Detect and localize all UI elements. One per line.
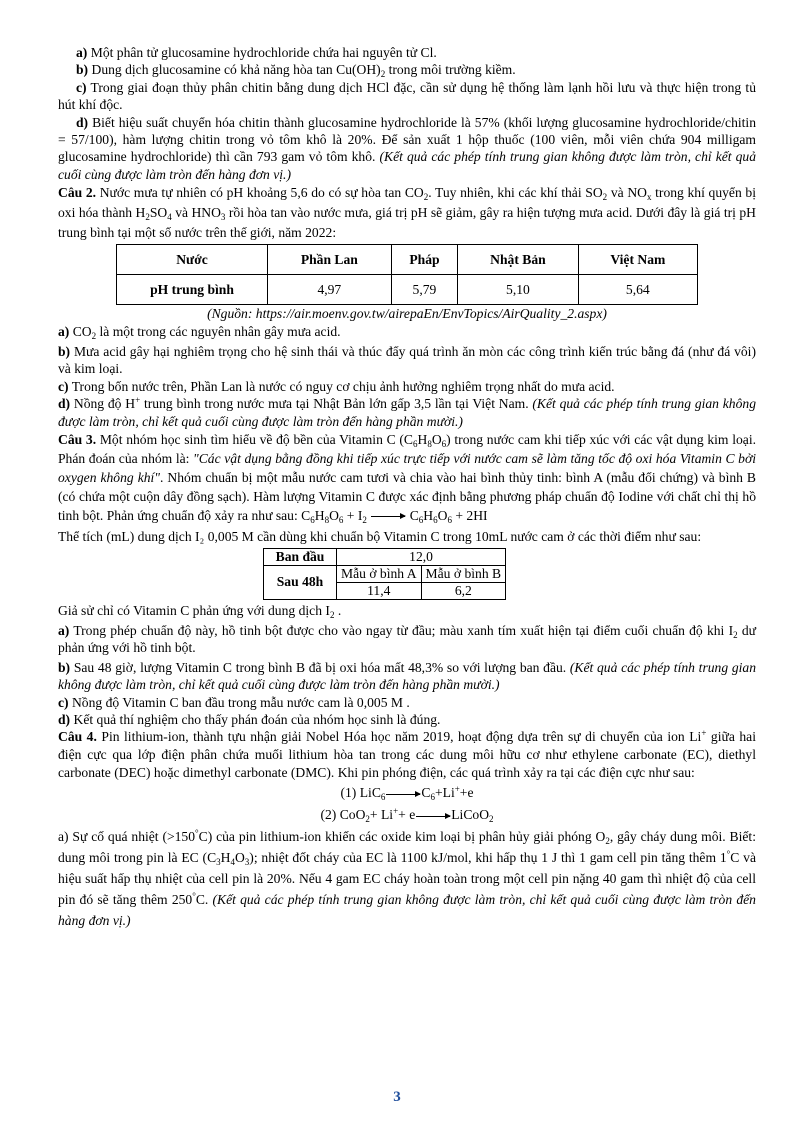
- titration-val-a: 11,4: [337, 582, 422, 599]
- ph-table-header-cell: Nước: [117, 245, 268, 275]
- q1-option-d: d) Biết hiệu suất chuyển hóa chitin thành glucosamine hydrochloride là 57% (khối lượng glucosamine hydrochloride/chitin = 57/100), hàm lượng chitin trong vỏ tôm khô là 20%. Để sản xuất 1 hộp thuốc (100 viên, mỗi viên chứa 904 milligam glucosamine hydrochloride) thì cần 793 gam vỏ tôm khô. (Kết quả các phép tính trung gian không được làm tròn, chỉ kết quả cuối cùng được làm tròn đến hàng đơn vị.): [58, 114, 756, 182]
- ph-table-header-cell: Nhật Bản: [458, 245, 578, 275]
- ph-table-header-cell: Pháp: [391, 245, 458, 275]
- titration-after-label: Sau 48h: [264, 565, 337, 599]
- ph-table: [116, 244, 698, 305]
- titration-col-b: Mẫu ở bình B: [421, 565, 506, 582]
- q3-volume-text: Thể tích (mL) dung dịch I₂ 0,005 M cần dùng khi chuẩn bộ Vitamin C trong 10mL nước cam ở các thời điểm như sau:: [58, 529, 702, 545]
- ph-table-row: [117, 275, 698, 305]
- q2-intro: Câu 2. Nước mưa tự nhiên có pH khoảng 5,6 do có sự hòa $\tan CO_2$. Tuy nhiên, khi các khí thải $SO_2$ và $NO_x$ trong khí quyển bị oxi hóa thành $H_2SO_4$ và $HNO_3$ rồi hòa tan vào nước mưa, giá trị pH sẽ giảm, gây ra hiện tượng mưa acid. Dưới đây là giá trị pH trung bình tại một số nước trên thế giới, năm 2022:: [58, 185, 756, 241]
- ph-table-row-label: pH trung bình: [117, 275, 268, 305]
- electrode-equation-1: (1) LiC$_6$ $C_6+Li^++e$: [340, 784, 474, 803]
- q1-option-b: b) Dung dịch glucosamine có khả năng hòa $\tan Cu(OH)_2$ trong môi trường kiềm.: [76, 62, 516, 80]
- titration-start-value: 12,0: [337, 548, 506, 565]
- titration-val-b: 6,2: [421, 582, 506, 599]
- reaction-arrow-icon: [416, 816, 450, 817]
- titration-start-label: Ban đầu: [264, 548, 337, 565]
- q4-option-a: a) Sự cố quá nhiệt (>150°C) của pin lithium-ion khiến các oxide kim loại bị phân hủy giải phóng $O_2$, gây cháy dung môi. Biết: dung môi trong pin là EC $(C_3H_4O_3)$; nhiệt đốt cháy của EC là 1100 kJ/mol, khi hấp thụ 1 J thì 1 gam cell pin tăng thêm 1°C và hiệu suất hấp thụ nhiệt của cell pin là 20%. Nếu 4 gam EC cháy hoàn toàn trong một cell pin nặng 40 gam thì nhiệt độ của cell pin đó sẽ tăng thêm 250°C. (Kết quả các phép tính trung gian không được làm tròn, chỉ kết quả cuối cùng được làm tròn đến hàng đơn vị.): [58, 828, 757, 929]
- q2-option-b: b) Mưa acid gây hại nghiêm trọng cho hệ sinh thái và thúc đẩy quá trình ăn mòn các công trình kiến trúc bằng đá (như đá vôi) và kim loại.: [58, 344, 756, 377]
- q2-option-c: c) Trong bốn nước trên, Phần Lan là nước có nguy cơ chịu ảnh hưởng nghiêm trọng nhất do mưa acid.: [58, 378, 615, 394]
- ph-table-header-cell: Phần Lan: [268, 245, 392, 275]
- ph-table-source: (Nguồn: https://air.moenv.gov.tw/airepaEn/EnvTopics/AirQuality_2.aspx): [207, 306, 607, 322]
- q3-assumption: Giả sử chỉ có Vitamin C phản ứng với dung dịch $I_2$ .: [58, 602, 342, 620]
- q3-intro: Câu 3. Một nhóm học sinh tìm hiểu về độ bền của Vitamin C $(C_6H_8O_6)$ trong nước cam khi tiếp xúc với các vật dụng kim loại. Phán đoán của nhóm là: "Các vật dụng bằng đồng khi tiếp xúc trực tiếp với nước cam sẽ làm tăng tốc độ oxi hóa Vitamin C bởi oxygen không khí". Nhóm chuẩn bị một mẫu nước cam tươi và chia vào hai bình thủy tinh: bình A (mẫu đối chứng) và bình B (có chứa một cuộn dây đồng sạch). Hàm lượng Vitamin C được xác định bằng phương pháp chuẩn độ Iodine với chất chỉ thị hồ tinh bột. Phản ứng chuẩn độ xảy ra như sau: $C_6H_8O_6 + I_2$ $C_6H_6O_6 + 2HI$: [58, 432, 756, 526]
- page-content: [58, 44, 756, 931]
- ph-table-cell: 5,10: [458, 275, 578, 305]
- q3-option-a: a) Trong phép chuẩn độ này, hồ tinh bột được cho vào ngay từ đầu; màu xanh tím xuất hiện tại điểm cuối chuẩn độ khi $I_2$ dư phản ứng với hồ tinh bột.: [58, 622, 757, 656]
- page-number: 3: [393, 1089, 401, 1105]
- ph-table-cell: 5,64: [578, 275, 697, 305]
- q3-option-b: b) Sau 48 giờ, lượng Vitamin C trong bình B đã bị oxi hóa mất 48,3% so với lượng ban đầu. (Kết quả các phép tính trung gian không được làm tròn, chỉ kết quả cuối cùng được làm tròn đến hàng phần mười.): [58, 659, 756, 693]
- q1-option-a: a) Một phân tử glucosamine hydrochloride chứa hai nguyên tử Cl.: [76, 45, 437, 60]
- reaction-arrow-icon: [386, 794, 420, 795]
- q4-intro: Câu 4. Pin lithium-ion, thành tựu nhận giải Nobel Hóa học năm 2019, hoạt động dựa trên sự di chuyển của ion Li+ giữa hai điện cực qua lớp điện phân chứa muối lithium hòa tan trong các dung môi hữu cơ như ethylene carbonate (EC), diethyl carbonate (DEC) hoặc dimethyl carbonate (DMC). Khi pin phóng điện, các quá trình xảy ra tại các điện cực như sau:: [58, 728, 756, 781]
- reaction-arrow-icon: [371, 516, 405, 517]
- q3-option-d: d) Kết quả thí nghiệm cho thấy phán đoán của nhóm học sinh là đúng.: [58, 711, 441, 727]
- electrode-equation-2: (2) CoO$_2$+ Li++ e LiCoO$_2$: [320, 806, 494, 825]
- q1-option-c: c) Trong giai đoạn thủy phân chitin bằng dung dịch HCl đặc, cần sử dụng hệ thống làm lạnh hồi lưu và thực hiện trong tủ hút khí độc.: [58, 79, 756, 113]
- titration-col-a: Mẫu ở bình A: [337, 565, 422, 582]
- q2-option-d: d) Nồng độ H+ trung bình trong nước mưa tại Nhật Bản lớn gấp 3,5 lần tại Việt Nam. (Kết quả các phép tính trung gian không được làm tròn, chỉ kết quả cuối cùng được làm tròn đến hàng phần mười.): [58, 395, 756, 429]
- titration-table: [263, 548, 506, 600]
- q2-option-a: a) $CO_2$ là một trong các nguyên nhân gây mưa acid.: [58, 323, 341, 341]
- q3-option-c: c) Nồng độ Vitamin C ban đầu trong mẫu nước cam là 0,005 M .: [58, 694, 410, 710]
- ph-table-header: [117, 245, 698, 275]
- ph-table-cell: 4,97: [268, 275, 392, 305]
- ph-table-header-cell: Việt Nam: [578, 245, 697, 275]
- ph-table-cell: 5,79: [391, 275, 458, 305]
- titration-reaction: $C_6H_8O_6 + I_2$ $C_6H_6O_6 + 2HI$: [301, 508, 488, 526]
